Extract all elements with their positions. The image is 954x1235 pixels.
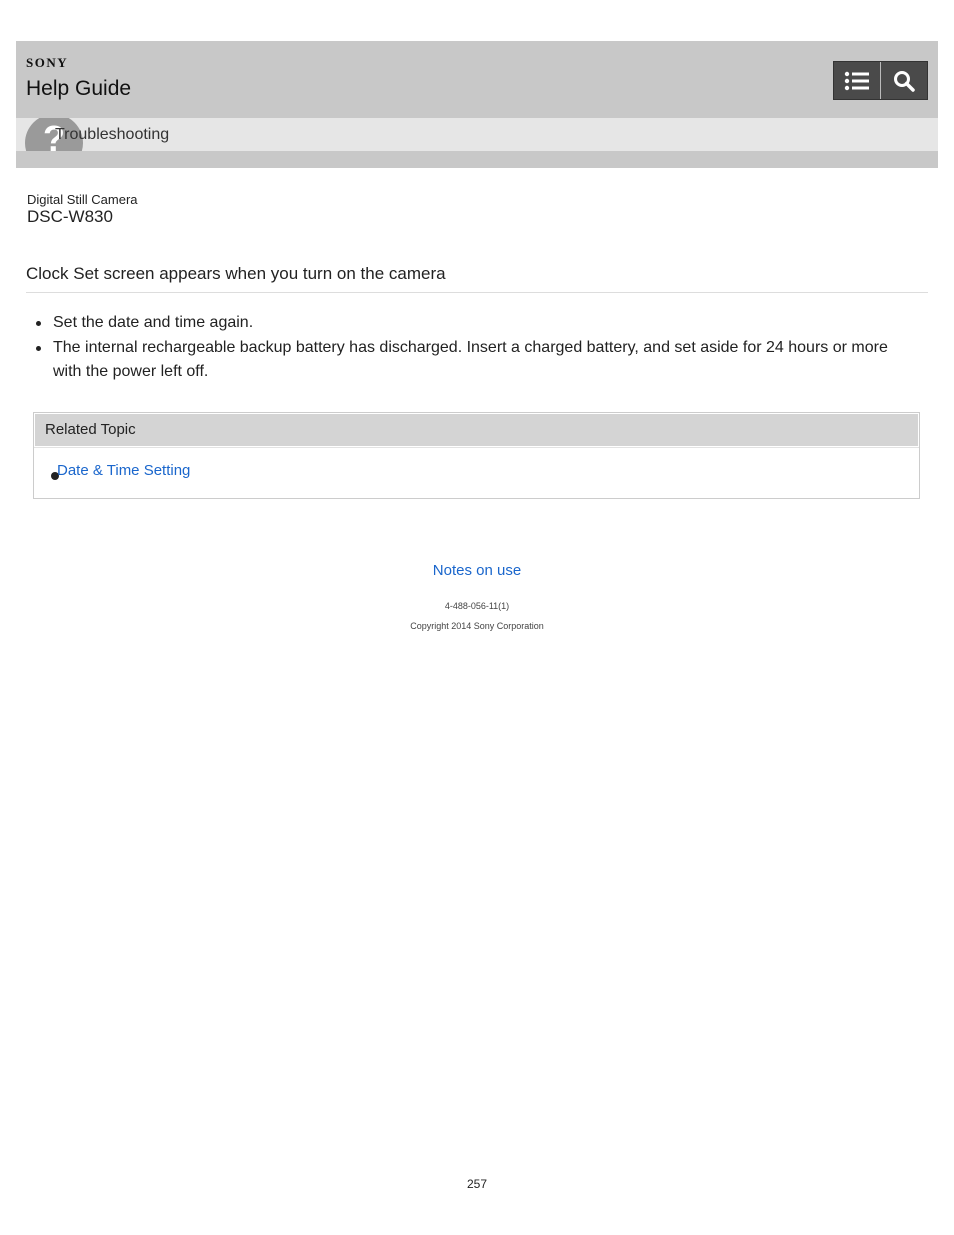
sony-logo: SONY — [26, 55, 69, 70]
product-category: Digital Still Camera — [27, 192, 138, 207]
list-item: The internal rechargeable backup battery has discharged. Insert a charged battery, and set aside for 24 hours or more with the power left off. — [26, 336, 906, 384]
document-number: 4-488-056-11(1) — [444, 601, 510, 611]
list-item: Set the date and time again. — [26, 311, 906, 335]
related-link-date-time-setting[interactable]: Date & Time Setting — [57, 462, 191, 479]
search-icon — [892, 69, 916, 93]
guide-title: Help Guide — [26, 77, 132, 100]
page-title: Clock Set screen appears when you turn on the camera — [26, 264, 446, 283]
related-divider — [34, 447, 919, 448]
notes-on-use-link[interactable]: Notes on use — [432, 562, 522, 579]
copyright: Copyright 2014 Sony Corporation — [410, 621, 544, 631]
search-button[interactable] — [880, 62, 927, 99]
breadcrumb-troubleshooting[interactable]: Troubleshooting — [55, 126, 170, 143]
list-icon — [844, 70, 870, 92]
question-icon: ? — [25, 118, 83, 151]
related-topic-box — [33, 412, 920, 499]
header-toolbar — [833, 61, 928, 100]
breadcrumb — [16, 118, 938, 151]
related-topic-heading: Related Topic — [45, 421, 136, 438]
page-number: 257 — [466, 1177, 488, 1191]
page-header — [16, 41, 938, 168]
contents-button[interactable] — [834, 62, 880, 99]
title-divider — [26, 292, 928, 293]
related-topic-header — [35, 414, 918, 446]
solution-list — [26, 311, 906, 385]
product-model: DSC-W830 — [27, 207, 113, 226]
